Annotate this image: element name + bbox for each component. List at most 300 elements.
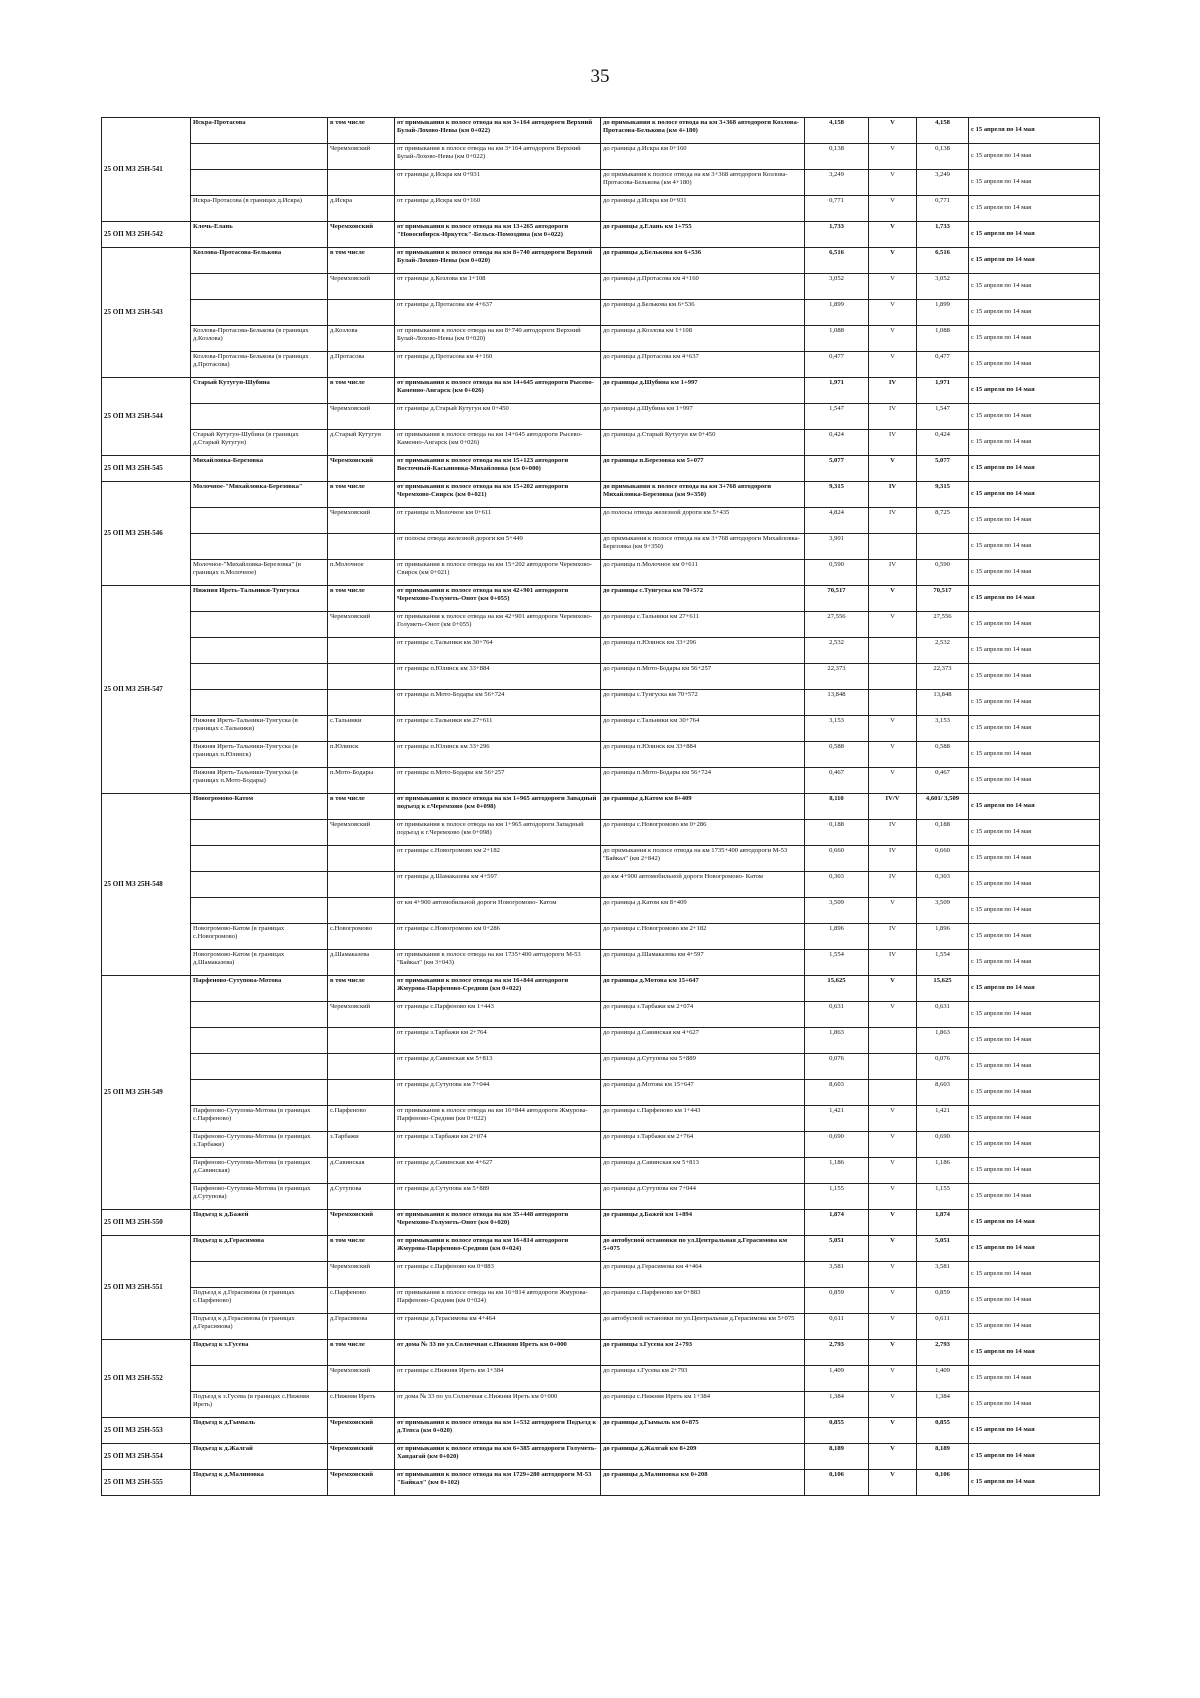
district-cell: д.Козлова <box>328 326 395 352</box>
category-cell: V <box>869 1314 917 1340</box>
length-cell: 13,848 <box>805 690 869 716</box>
road-name-cell: Искра-Протасова <box>191 118 328 144</box>
length-cell: 1,421 <box>805 1106 869 1132</box>
category-cell: V <box>869 612 917 638</box>
total-cell: 15,625 <box>917 976 969 1002</box>
length-cell: 2,532 <box>805 638 869 664</box>
table-row <box>102 482 1100 508</box>
district-cell <box>328 664 395 690</box>
to-cell: до границы д.Шамаказева км 4+597 <box>601 950 805 976</box>
total-cell: 13,848 <box>917 690 969 716</box>
total-cell: 2,793 <box>917 1340 969 1366</box>
total-cell: 3,509 <box>917 898 969 924</box>
from-cell: от примыкания к полосе отвода на км 16+844 автодороги Жмурова-Парфеново-Средняя (км 0+022) <box>395 976 601 1002</box>
category-cell <box>869 1080 917 1106</box>
road-table <box>101 117 1100 1496</box>
from-cell: от границы д.Козлова км 1+108 <box>395 274 601 300</box>
road-name-cell: Новогромово-Катом <box>191 794 328 820</box>
season-cell: с 15 апреля по 14 мая <box>969 456 1100 482</box>
from-cell: от границы с.Тальники км 30+764 <box>395 638 601 664</box>
table-row <box>102 534 1100 560</box>
road-name-cell: Парфеново-Сутупова-Мотова (в границах з.Тарбажи) <box>191 1132 328 1158</box>
length-cell: 0,690 <box>805 1132 869 1158</box>
district-cell: в том числе <box>328 794 395 820</box>
table-row <box>102 1392 1100 1418</box>
road-name-cell: Старый Кутугун-Шубина <box>191 378 328 404</box>
to-cell: до примыкания к полосе отвода на км 3+768 автодороги Михайловка-Березовка (км 9+350) <box>601 482 805 508</box>
road-name-cell <box>191 1366 328 1392</box>
season-cell: с 15 апреля по 14 мая <box>969 1418 1100 1444</box>
to-cell: до автобусной остановки по ул.Центральная д.Герасимова км 5+075 <box>601 1236 805 1262</box>
total-cell <box>917 534 969 560</box>
from-cell: от границы с.Новогромово км 0+286 <box>395 924 601 950</box>
category-cell: IV <box>869 482 917 508</box>
to-cell: до границы д.Сутупова км 5+889 <box>601 1054 805 1080</box>
length-cell: 5,077 <box>805 456 869 482</box>
district-cell: Черемховский <box>328 222 395 248</box>
total-cell: 5,051 <box>917 1236 969 1262</box>
district-cell: д.Сутупова <box>328 1184 395 1210</box>
to-cell: до примыкания к полосе отвода на км 3+368 автодороги Козлова-Протасова-Белькова (км 4+180) <box>601 118 805 144</box>
from-cell: от примыкания к полосе отвода на км 35+448 автодороги Черемхово-Голуметь-Онот (км 0+020) <box>395 1210 601 1236</box>
category-cell: IV/V <box>869 794 917 820</box>
road-name-cell: Парфеново-Сутупова-Мотова (в границах д.Савинская) <box>191 1158 328 1184</box>
category-cell <box>869 690 917 716</box>
total-cell: 5,077 <box>917 456 969 482</box>
district-cell: Черемховский <box>328 820 395 846</box>
length-cell: 0,590 <box>805 560 869 586</box>
from-cell: от примыкания к полосе отвода на км 15+123 автодороги Восточный-Касьяновка-Михайловка (км 0+000) <box>395 456 601 482</box>
from-cell: от границы с.Нижняя Иреть км 1+384 <box>395 1366 601 1392</box>
season-cell: с 15 апреля по 14 мая <box>969 1002 1100 1028</box>
road-name-cell: Подъезд к д.Жалгай <box>191 1444 328 1470</box>
road-name-cell <box>191 898 328 924</box>
to-cell: до границы д.Гымыль км 0+875 <box>601 1418 805 1444</box>
total-cell: 1,384 <box>917 1392 969 1418</box>
district-cell: с.Нижняя Иреть <box>328 1392 395 1418</box>
district-cell <box>328 638 395 664</box>
length-cell: 0,771 <box>805 196 869 222</box>
from-cell: от км 4+900 автомобильной дороги Новогромово- Катом <box>395 898 601 924</box>
table-row <box>102 638 1100 664</box>
total-cell: 2,532 <box>917 638 969 664</box>
category-cell: IV <box>869 378 917 404</box>
from-cell: от примыкания к полосе отвода на км 1+965 автодороги Западный подъезд к г.Черемхово (км 0+098) <box>395 820 601 846</box>
road-name-cell <box>191 1028 328 1054</box>
to-cell: до границы д.Искра км 0+931 <box>601 196 805 222</box>
road-name-cell <box>191 534 328 560</box>
to-cell: до границы п.Мото-Бодары км 56+724 <box>601 768 805 794</box>
district-cell: п.Мото-Бодары <box>328 768 395 794</box>
to-cell: до границы з.Тарбажи км 2+074 <box>601 1002 805 1028</box>
season-cell: с 15 апреля по 14 мая <box>969 404 1100 430</box>
total-cell: 3,249 <box>917 170 969 196</box>
from-cell: от границы д.Шамаказева км 4+597 <box>395 872 601 898</box>
road-name-cell: Подъезд к д.Гымыль <box>191 1418 328 1444</box>
to-cell: до примыкания к полосе отвода на км 3+368 автодороги Козлова-Протасова-Белькова (км 4+180) <box>601 170 805 196</box>
to-cell: до границы д.Протасова км 4+637 <box>601 352 805 378</box>
length-cell: 1,186 <box>805 1158 869 1184</box>
table-row <box>102 144 1100 170</box>
category-cell: V <box>869 1288 917 1314</box>
total-cell: 27,556 <box>917 612 969 638</box>
table-row <box>102 1340 1100 1366</box>
road-name-cell <box>191 404 328 430</box>
length-cell: 4,824 <box>805 508 869 534</box>
district-cell: в том числе <box>328 248 395 274</box>
from-cell: от границы п.Молочное км 0+611 <box>395 508 601 534</box>
district-cell: с.Парфеново <box>328 1106 395 1132</box>
district-cell: в том числе <box>328 1340 395 1366</box>
district-cell <box>328 1028 395 1054</box>
category-cell: V <box>869 1340 917 1366</box>
category-cell: IV <box>869 430 917 456</box>
road-name-cell: Старый Кутугун-Шубина (в границах д.Старый Кутугун) <box>191 430 328 456</box>
length-cell: 0,588 <box>805 742 869 768</box>
length-cell: 1,733 <box>805 222 869 248</box>
category-cell: V <box>869 1158 917 1184</box>
length-cell: 0,631 <box>805 1002 869 1028</box>
district-cell <box>328 872 395 898</box>
from-cell: от границы с.Новогромово км 2+182 <box>395 846 601 872</box>
from-cell: от границы с.Парфеново км 1+443 <box>395 1002 601 1028</box>
season-cell: с 15 апреля по 14 мая <box>969 664 1100 690</box>
table-row <box>102 1262 1100 1288</box>
season-cell: с 15 апреля по 14 мая <box>969 378 1100 404</box>
district-cell <box>328 846 395 872</box>
length-cell: 3,052 <box>805 274 869 300</box>
to-cell: до границы с.Тальники км 27+611 <box>601 612 805 638</box>
from-cell: от границы д.Протасова км 4+160 <box>395 352 601 378</box>
road-name-cell: Клочь-Елань <box>191 222 328 248</box>
district-cell <box>328 300 395 326</box>
to-cell: до границы с.Нижняя Иреть км 1+384 <box>601 1392 805 1418</box>
road-name-cell <box>191 820 328 846</box>
length-cell: 1,547 <box>805 404 869 430</box>
season-cell: с 15 апреля по 14 мая <box>969 274 1100 300</box>
total-cell: 0,188 <box>917 820 969 846</box>
to-cell: до границы с.Новогромово км 0+286 <box>601 820 805 846</box>
to-cell: до границы д.Шубина км 1+997 <box>601 404 805 430</box>
length-cell: 3,901 <box>805 534 869 560</box>
road-name-cell: Подъезд к д.Герасимова (в границах д.Герасимова) <box>191 1314 328 1340</box>
total-cell: 3,153 <box>917 716 969 742</box>
from-cell: от границы д.Герасимова км 4+464 <box>395 1314 601 1340</box>
road-name-cell: Подъезд к д.Малиновка <box>191 1470 328 1496</box>
season-cell: с 15 апреля по 14 мая <box>969 430 1100 456</box>
season-cell: с 15 апреля по 14 мая <box>969 820 1100 846</box>
total-cell: 1,733 <box>917 222 969 248</box>
category-cell: IV <box>869 846 917 872</box>
road-name-cell: Подъезд к з.Гусева (в границах с.Нижняя Иреть) <box>191 1392 328 1418</box>
road-code-cell: 25 ОП МЗ 25Н-552 <box>102 1340 191 1418</box>
category-cell: V <box>869 300 917 326</box>
total-cell: 0,424 <box>917 430 969 456</box>
total-cell: 1,896 <box>917 924 969 950</box>
from-cell: от границы д.Савинская км 4+627 <box>395 1158 601 1184</box>
length-cell: 0,188 <box>805 820 869 846</box>
to-cell: до границы д.Искра км 0+160 <box>601 144 805 170</box>
to-cell: до границы с.Тунгуска км 70+572 <box>601 586 805 612</box>
road-name-cell: Молочное-"Михайловка-Березовка" <box>191 482 328 508</box>
category-cell: V <box>869 1236 917 1262</box>
category-cell: V <box>869 352 917 378</box>
from-cell: от примыкания к полосе отвода на км 14+645 автодороги Рысево-Каменно-Ангарск (км 0+026) <box>395 378 601 404</box>
table-row <box>102 1132 1100 1158</box>
season-cell: с 15 апреля по 14 мая <box>969 326 1100 352</box>
district-cell: д.Савинская <box>328 1158 395 1184</box>
district-cell <box>328 1080 395 1106</box>
category-cell: IV <box>869 404 917 430</box>
season-cell: с 15 апреля по 14 мая <box>969 950 1100 976</box>
from-cell: от примыкания к полосе отвода на км 16+814 автодороги Жмурова-Парфеново-Средняя (км 0+024) <box>395 1236 601 1262</box>
road-name-cell <box>191 690 328 716</box>
season-cell: с 15 апреля по 14 мая <box>969 1210 1100 1236</box>
table-row <box>102 1080 1100 1106</box>
category-cell: IV <box>869 560 917 586</box>
table-row <box>102 248 1100 274</box>
road-name-cell <box>191 170 328 196</box>
from-cell: от примыкания к полосе отвода на км 16+844 автодороги Жмурова-Парфеново-Средняя (км 0+022) <box>395 1106 601 1132</box>
from-cell: от примыкания к полосе отвода на км 42+901 автодороги Черемхово-Голуметь-Онот (км 0+055) <box>395 612 601 638</box>
length-cell: 22,373 <box>805 664 869 690</box>
road-code-cell: 25 ОП МЗ 25Н-554 <box>102 1444 191 1470</box>
from-cell: от границы д.Сутупова км 5+889 <box>395 1184 601 1210</box>
to-cell: до границы п.Юлинск км 33+296 <box>601 638 805 664</box>
length-cell: 2,793 <box>805 1340 869 1366</box>
total-cell: 1,186 <box>917 1158 969 1184</box>
to-cell: до границы с.Тальники км 30+764 <box>601 716 805 742</box>
table-row <box>102 274 1100 300</box>
total-cell: 1,409 <box>917 1366 969 1392</box>
from-cell: от примыкания к полосе отвода на км 15+202 автодороги Черемхово-Свирск (км 0+021) <box>395 482 601 508</box>
season-cell: с 15 апреля по 14 мая <box>969 1314 1100 1340</box>
length-cell: 0,477 <box>805 352 869 378</box>
to-cell: до границы д.Белькова км 6+536 <box>601 248 805 274</box>
length-cell: 6,516 <box>805 248 869 274</box>
category-cell: V <box>869 456 917 482</box>
season-cell: с 15 апреля по 14 мая <box>969 742 1100 768</box>
to-cell: до границы з.Гусева км 2+793 <box>601 1340 805 1366</box>
road-code-cell: 25 ОП МЗ 25Н-544 <box>102 378 191 456</box>
district-cell: в том числе <box>328 482 395 508</box>
category-cell <box>869 664 917 690</box>
season-cell: с 15 апреля по 14 мая <box>969 170 1100 196</box>
road-code-cell: 25 ОП МЗ 25Н-555 <box>102 1470 191 1496</box>
category-cell: V <box>869 742 917 768</box>
category-cell: V <box>869 1002 917 1028</box>
table-row <box>102 1366 1100 1392</box>
road-name-cell <box>191 638 328 664</box>
category-cell: V <box>869 1106 917 1132</box>
to-cell: до границы д.Жалгай км 8+209 <box>601 1444 805 1470</box>
table-row <box>102 352 1100 378</box>
from-cell: от границы п.Юлинск км 33+296 <box>395 742 601 768</box>
category-cell: V <box>869 586 917 612</box>
season-cell: с 15 апреля по 14 мая <box>969 196 1100 222</box>
total-cell: 0,855 <box>917 1418 969 1444</box>
length-cell: 8,189 <box>805 1444 869 1470</box>
to-cell: до границы д.Протасова км 4+160 <box>601 274 805 300</box>
table-row <box>102 586 1100 612</box>
to-cell: до границы д.Белькова км 6+536 <box>601 300 805 326</box>
category-cell: V <box>869 898 917 924</box>
from-cell: от границы с.Парфеново км 0+883 <box>395 1262 601 1288</box>
length-cell: 1,155 <box>805 1184 869 1210</box>
length-cell: 4,158 <box>805 118 869 144</box>
length-cell: 0,424 <box>805 430 869 456</box>
total-cell: 1,155 <box>917 1184 969 1210</box>
category-cell: V <box>869 1132 917 1158</box>
district-cell: Черемховский <box>328 1002 395 1028</box>
road-name-cell <box>191 1002 328 1028</box>
from-cell: от примыкания к полосе отвода на км 8+740 автодороги Верхний Булай-Лохово-Невы (км 0+020) <box>395 248 601 274</box>
district-cell: Черемховский <box>328 1444 395 1470</box>
district-cell: в том числе <box>328 378 395 404</box>
to-cell: до границы п.Мото-Бодары км 56+257 <box>601 664 805 690</box>
page-number: 35 <box>590 66 610 87</box>
category-cell: V <box>869 768 917 794</box>
road-code-cell: 25 ОП МЗ 25Н-547 <box>102 586 191 794</box>
road-name-cell: Нижняя Иреть-Тальники-Тунгуска (в границах п.Юлинск) <box>191 742 328 768</box>
table-row <box>102 716 1100 742</box>
category-cell: V <box>869 1210 917 1236</box>
length-cell: 0,106 <box>805 1470 869 1496</box>
road-name-cell <box>191 274 328 300</box>
season-cell: с 15 апреля по 14 мая <box>969 1132 1100 1158</box>
table-row <box>102 1314 1100 1340</box>
length-cell: 5,051 <box>805 1236 869 1262</box>
table-row <box>102 170 1100 196</box>
from-cell: от примыкания к полосе отвода на км 42+901 автодороги Черемхово-Голуметь-Онот (км 0+055) <box>395 586 601 612</box>
district-cell: Черемховский <box>328 274 395 300</box>
table-row <box>102 1236 1100 1262</box>
table-row <box>102 326 1100 352</box>
from-cell: от примыкания к полосе отвода на км 3+164 автодороги Верхний Булай-Лохово-Невы (км 0+022) <box>395 118 601 144</box>
length-cell: 3,509 <box>805 898 869 924</box>
season-cell: с 15 апреля по 14 мая <box>969 1444 1100 1470</box>
total-cell: 1,863 <box>917 1028 969 1054</box>
road-name-cell: Нижняя Иреть-Тальники-Тунгуска <box>191 586 328 612</box>
total-cell: 0,660 <box>917 846 969 872</box>
from-cell: от примыкания к полосе отвода на км 13+265 автодороги "Новосибирск-Иркутск"-Бельск-Помоздина (км 0+022) <box>395 222 601 248</box>
season-cell: с 15 апреля по 14 мая <box>969 560 1100 586</box>
district-cell: Черемховский <box>328 456 395 482</box>
table-row <box>102 118 1100 144</box>
district-cell <box>328 534 395 560</box>
to-cell: до границы д.Катом км 8+409 <box>601 794 805 820</box>
total-cell: 4,601/ 3,509 <box>917 794 969 820</box>
from-cell: от границы д.Савинская км 5+813 <box>395 1054 601 1080</box>
district-cell: Черемховский <box>328 144 395 170</box>
from-cell: от дома № 33 по ул.Солнечная с.Нижняя Иреть км 0+000 <box>395 1392 601 1418</box>
season-cell: с 15 апреля по 14 мая <box>969 1470 1100 1496</box>
category-cell: V <box>869 1418 917 1444</box>
length-cell: 3,581 <box>805 1262 869 1288</box>
to-cell: до автобусной остановки по ул.Центральная д.Герасимова км 5+075 <box>601 1314 805 1340</box>
road-name-cell <box>191 144 328 170</box>
to-cell: до границы с.Тунгуска км 70+572 <box>601 690 805 716</box>
length-cell: 1,554 <box>805 950 869 976</box>
season-cell: с 15 апреля по 14 мая <box>969 1366 1100 1392</box>
length-cell: 0,611 <box>805 1314 869 1340</box>
total-cell: 0,588 <box>917 742 969 768</box>
total-cell: 3,581 <box>917 1262 969 1288</box>
road-name-cell: Парфеново-Сутупова-Мотова (в границах с.Парфеново) <box>191 1106 328 1132</box>
season-cell: с 15 апреля по 14 мая <box>969 508 1100 534</box>
season-cell: с 15 апреля по 14 мая <box>969 352 1100 378</box>
road-name-cell: Искра-Протасова (в границах д.Искра) <box>191 196 328 222</box>
road-name-cell <box>191 612 328 638</box>
table-row <box>102 222 1100 248</box>
road-name-cell: Парфеново-Сутупова-Мотова <box>191 976 328 1002</box>
to-cell: до полосы отвода железной дороги км 5+435 <box>601 508 805 534</box>
season-cell: с 15 апреля по 14 мая <box>969 144 1100 170</box>
road-name-cell <box>191 1054 328 1080</box>
to-cell: до границы д.Шубина км 1+997 <box>601 378 805 404</box>
district-cell: в том числе <box>328 976 395 1002</box>
from-cell: от границы п.Юлинск км 33+884 <box>395 664 601 690</box>
length-cell: 27,556 <box>805 612 869 638</box>
total-cell: 0,771 <box>917 196 969 222</box>
from-cell: от дома № 33 по ул.Солнечная с.Нижняя Иреть км 0+000 <box>395 1340 601 1366</box>
road-name-cell <box>191 1262 328 1288</box>
road-name-cell: Михайловка-Березовка <box>191 456 328 482</box>
length-cell: 1,874 <box>805 1210 869 1236</box>
from-cell: от примыкания к полосе отвода на км 14+645 автодороги Рысево-Каменно-Ангарск (км 0+026) <box>395 430 601 456</box>
season-cell: с 15 апреля по 14 мая <box>969 716 1100 742</box>
table-row <box>102 1002 1100 1028</box>
length-cell: 0,076 <box>805 1054 869 1080</box>
district-cell: Черемховский <box>328 1210 395 1236</box>
table-row <box>102 378 1100 404</box>
length-cell: 0,855 <box>805 1418 869 1444</box>
season-cell: с 15 апреля по 14 мая <box>969 768 1100 794</box>
season-cell: с 15 апреля по 14 мая <box>969 118 1100 144</box>
table-row <box>102 664 1100 690</box>
road-name-cell: Подъезд к д.Бажей <box>191 1210 328 1236</box>
table-row <box>102 404 1100 430</box>
table-row <box>102 560 1100 586</box>
category-cell <box>869 1028 917 1054</box>
season-cell: с 15 апреля по 14 мая <box>969 638 1100 664</box>
total-cell: 1,088 <box>917 326 969 352</box>
district-cell: Черемховский <box>328 404 395 430</box>
to-cell: до границы д.Катом км 8+409 <box>601 898 805 924</box>
road-name-cell: Подъезд к д.Герасимова <box>191 1236 328 1262</box>
total-cell: 1,547 <box>917 404 969 430</box>
length-cell: 8,110 <box>805 794 869 820</box>
season-cell: с 15 апреля по 14 мая <box>969 898 1100 924</box>
category-cell: V <box>869 716 917 742</box>
total-cell: 22,373 <box>917 664 969 690</box>
from-cell: от примыкания к полосе отвода на км 16+814 автодороги Жмурова-Парфеново-Средняя (км 0+024) <box>395 1288 601 1314</box>
season-cell: с 15 апреля по 14 мая <box>969 586 1100 612</box>
category-cell <box>869 638 917 664</box>
season-cell: с 15 апреля по 14 мая <box>969 846 1100 872</box>
road-name-cell: Новогромово-Катом (в границах с.Новогромово) <box>191 924 328 950</box>
road-code-cell: 25 ОП МЗ 25Н-551 <box>102 1236 191 1340</box>
table-row <box>102 1184 1100 1210</box>
total-cell: 9,315 <box>917 482 969 508</box>
to-cell: до границы д.Елань км 1+755 <box>601 222 805 248</box>
district-cell: д.Искра <box>328 196 395 222</box>
category-cell: IV <box>869 950 917 976</box>
from-cell: от границы з.Тарбажи км 2+764 <box>395 1028 601 1054</box>
from-cell: от примыкания к полосе отвода на км 8+740 автодороги Верхний Булай-Лохово-Невы (км 0+020) <box>395 326 601 352</box>
to-cell: до границы д.Савинская км 4+627 <box>601 1028 805 1054</box>
season-cell: с 15 апреля по 14 мая <box>969 534 1100 560</box>
